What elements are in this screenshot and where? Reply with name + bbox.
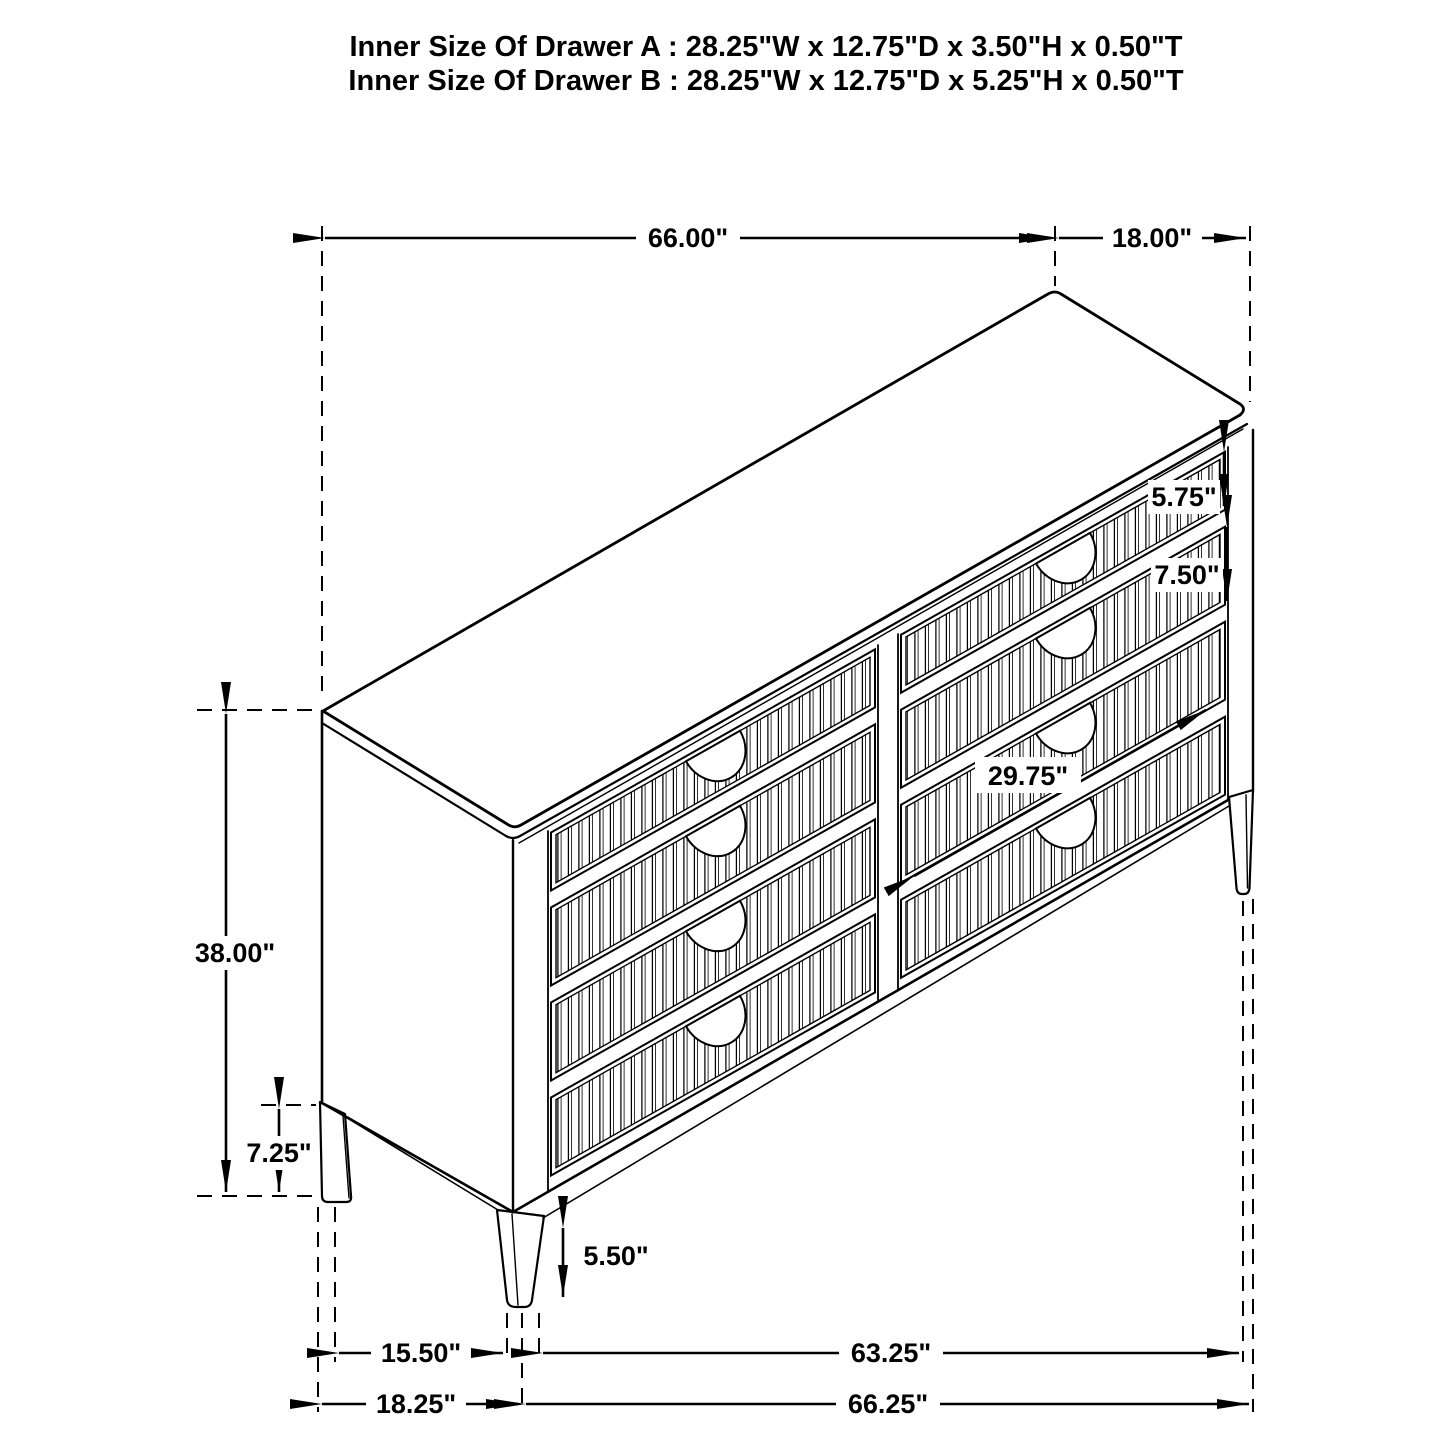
dimension-label: 5.75" bbox=[1151, 482, 1217, 512]
dimension-label: 7.50" bbox=[1154, 560, 1220, 590]
dimension-label: 15.50" bbox=[380, 1338, 462, 1368]
dimension-label: 38.00" bbox=[194, 938, 276, 968]
title-line-a: Inner Size Of Drawer A : 28.25"W x 12.75"D x 3.50"H x 0.50"T bbox=[349, 31, 1183, 63]
dimension-label: 18.25" bbox=[375, 1389, 457, 1419]
dimension-label: 66.25" bbox=[847, 1389, 929, 1419]
dimension-label: 5.50" bbox=[583, 1241, 649, 1271]
dimension-label: 66.00" bbox=[647, 223, 729, 253]
dimension-label: 7.25" bbox=[246, 1138, 312, 1168]
dimension-label: 29.75" bbox=[987, 761, 1069, 791]
title-line-b: Inner Size Of Drawer B : 28.25"W x 12.75"D x 5.25"H x 0.50"T bbox=[348, 65, 1184, 97]
dimension-label: 63.25" bbox=[850, 1338, 932, 1368]
dimension-label: 18.00" bbox=[1111, 223, 1193, 253]
